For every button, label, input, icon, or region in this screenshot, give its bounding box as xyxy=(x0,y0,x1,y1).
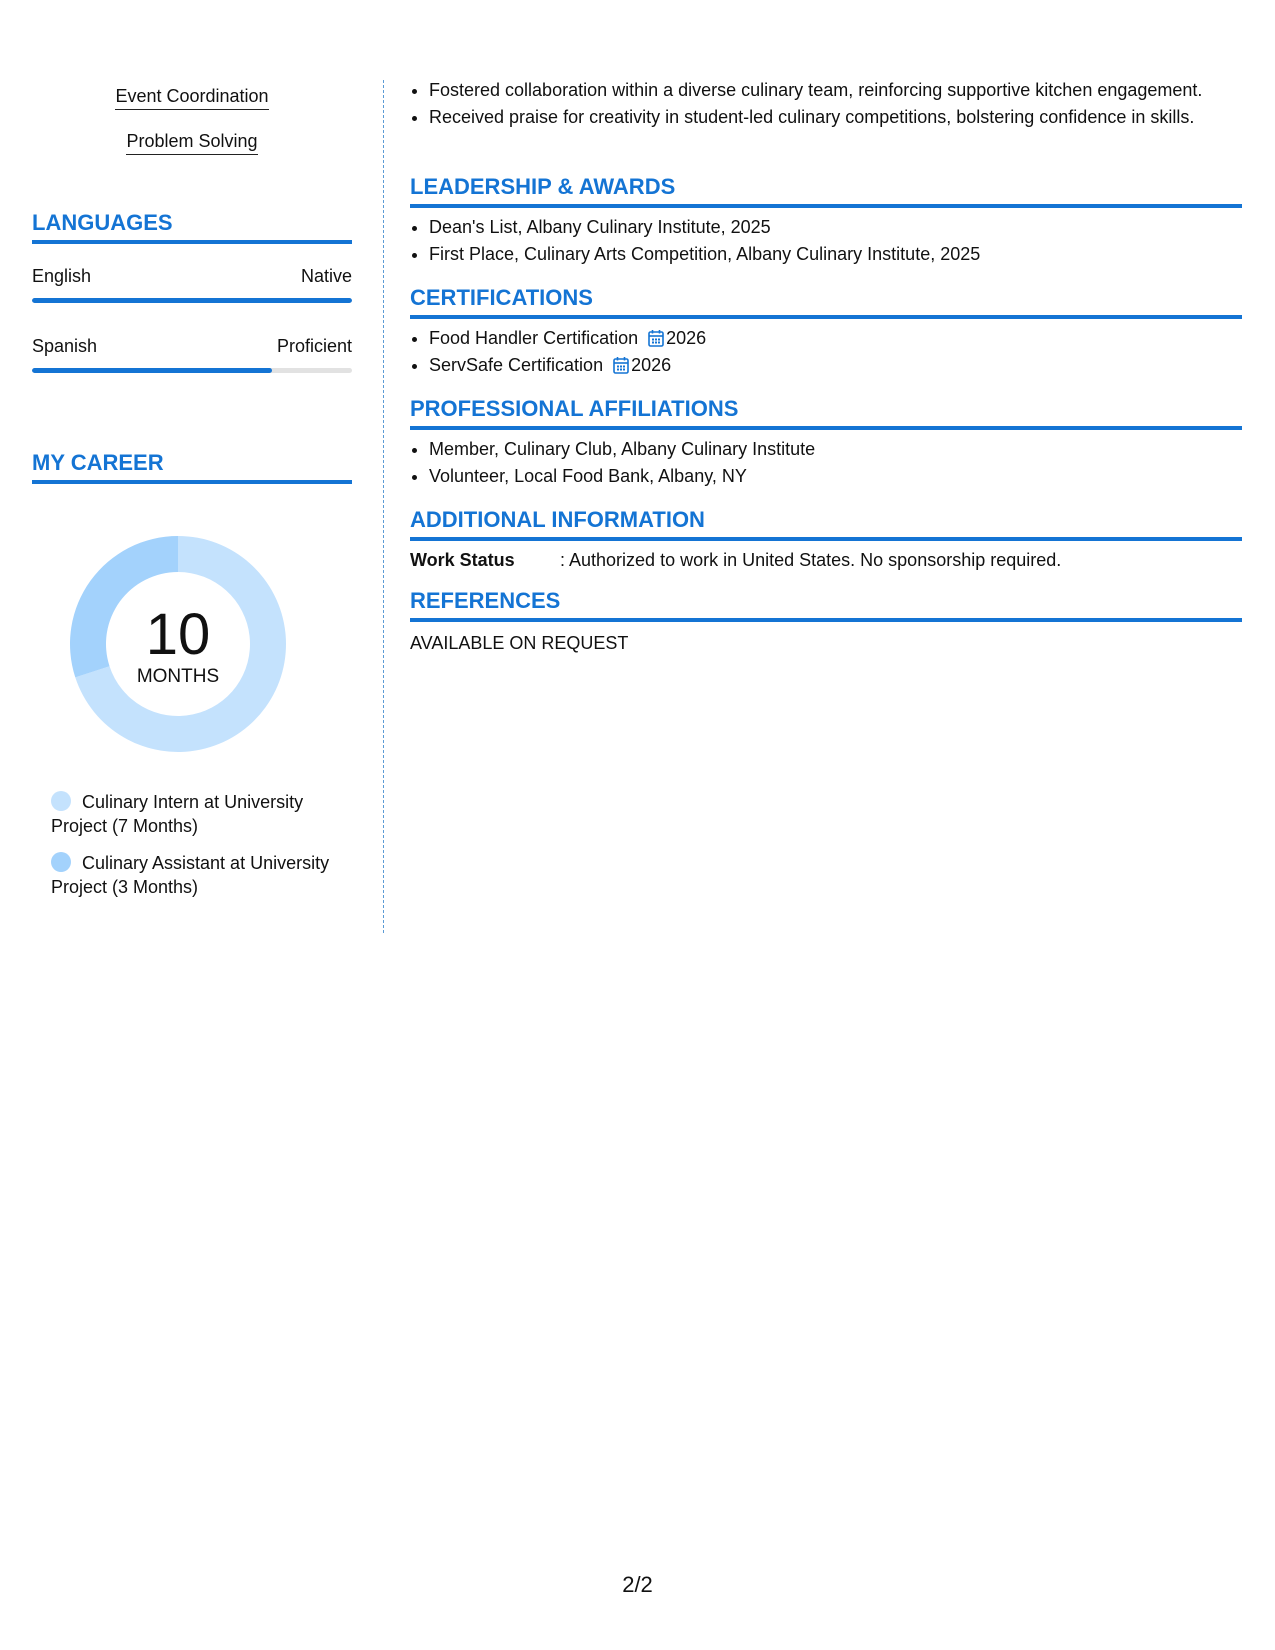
affiliations-section xyxy=(410,396,1242,490)
experience-bullets-section xyxy=(410,78,1242,129)
language-level: Native xyxy=(300,266,352,286)
career-total-number: 10 xyxy=(145,602,211,667)
affiliation-item: • Volunteer, Local Food Bank, Albany, NY xyxy=(429,463,1242,490)
certifications-section xyxy=(410,285,1242,379)
page-number: 2/2 xyxy=(622,1572,653,1597)
additional-info-heading: ADDITIONAL INFORMATION xyxy=(410,507,1242,541)
certification-year: 2026 xyxy=(631,355,672,375)
language-proficiency-fill xyxy=(32,368,272,373)
career-legend-item xyxy=(51,851,341,899)
references-heading: REFERENCES xyxy=(410,588,1242,622)
career-heading: MY CAREER xyxy=(32,450,352,484)
language-proficiency-bar xyxy=(32,368,352,373)
additional-info-section xyxy=(410,507,1242,571)
references-text: AVAILABLE ON REQUEST xyxy=(410,633,629,653)
certification-year: 2026 xyxy=(666,328,707,348)
languages-heading: LANGUAGES xyxy=(32,210,352,244)
career-total-unit: MONTHS xyxy=(136,666,220,687)
work-status-value: : Authorized to work in United States. No sponsorship required. xyxy=(560,550,1062,570)
calendar-icon xyxy=(648,329,664,347)
work-status-row xyxy=(410,550,1242,571)
affiliations-heading: PROFESSIONAL AFFILIATIONS xyxy=(410,396,1242,430)
career-donut-chart xyxy=(66,532,290,756)
legend-dot-icon xyxy=(51,852,71,872)
certification-name: Food Handler Certification xyxy=(429,328,639,348)
leadership-section xyxy=(410,174,1242,268)
experience-bullet: • Fostered collaboration within a diverse culinary team, reinforcing supportive kitchen engagement. xyxy=(429,78,1242,102)
language-name: Spanish xyxy=(32,336,98,356)
leadership-item: • First Place, Culinary Arts Competition, Albany Culinary Institute, 2025 xyxy=(429,241,1242,268)
career-legend-label: Culinary Intern at University Project (7 Months) xyxy=(51,792,304,836)
language-level: Proficient xyxy=(276,336,352,356)
certification-name: ServSafe Certification xyxy=(429,355,604,375)
references-section xyxy=(410,588,1242,654)
language-proficiency-bar xyxy=(32,298,352,303)
certification-item xyxy=(429,325,1242,352)
leadership-item: • Dean's List, Albany Culinary Institute, 2025 xyxy=(429,214,1242,241)
skill-item: Event Coordination xyxy=(32,86,352,110)
legend-dot-icon xyxy=(51,791,71,811)
language-proficiency-fill xyxy=(32,298,352,303)
column-divider xyxy=(383,80,384,933)
skill-item: Problem Solving xyxy=(32,131,352,155)
experience-bullet: • Received praise for creativity in student-led culinary competitions, bolstering confidence in skills. xyxy=(429,105,1242,129)
career-legend-item xyxy=(51,790,341,838)
leadership-heading: LEADERSHIP & AWARDS xyxy=(410,174,1242,208)
work-status-label: Work Status xyxy=(410,550,515,570)
certifications-heading: CERTIFICATIONS xyxy=(410,285,1242,319)
affiliation-item: • Member, Culinary Club, Albany Culinary Institute xyxy=(429,436,1242,463)
calendar-icon xyxy=(613,356,629,374)
career-legend-label: Culinary Assistant at University Project (3 Months) xyxy=(51,853,330,897)
language-name: English xyxy=(32,266,92,286)
certification-item xyxy=(429,352,1242,379)
